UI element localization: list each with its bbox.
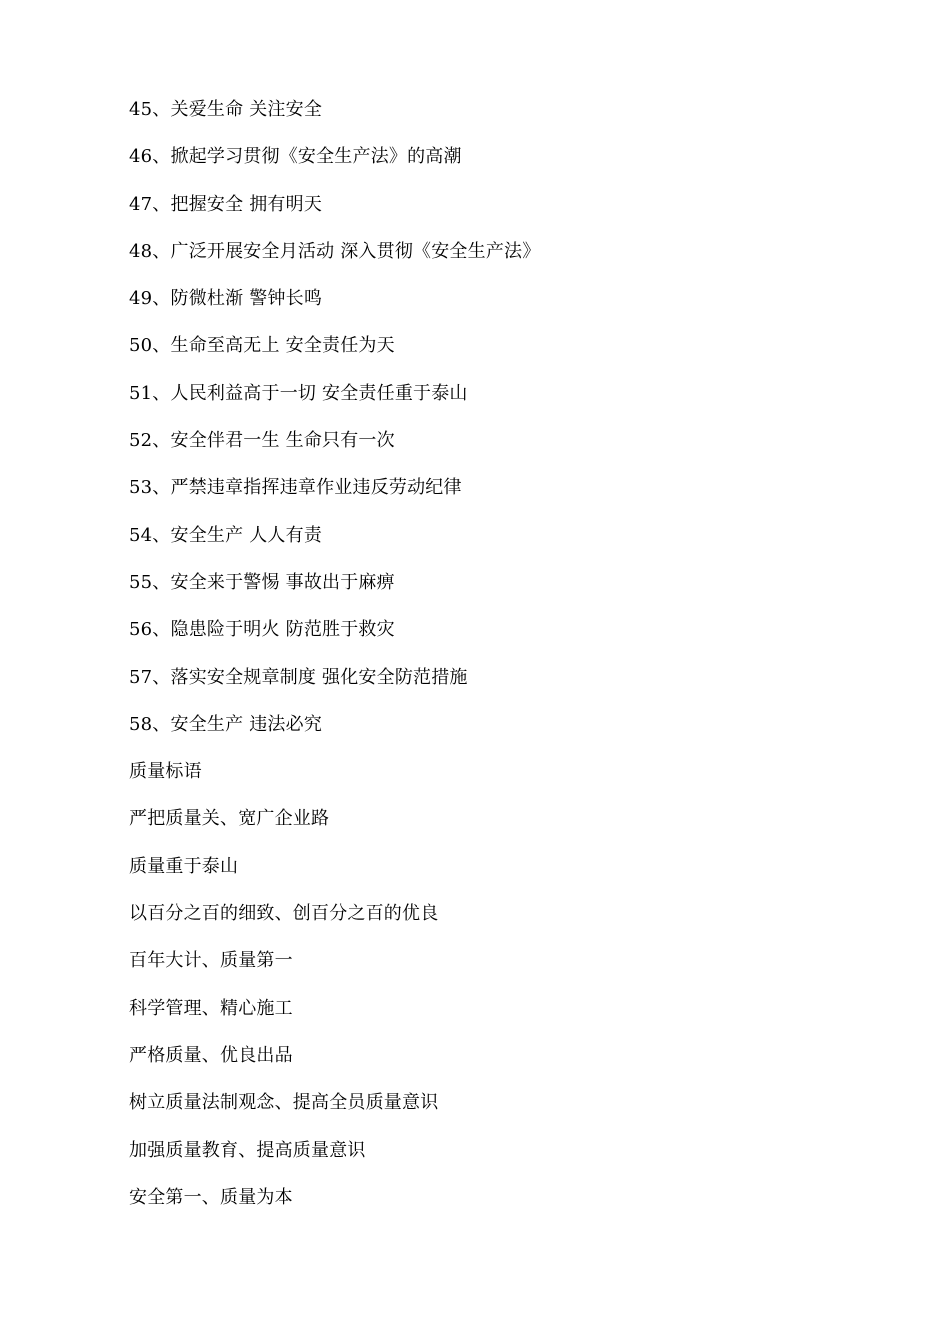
- slogan-line: 58、安全生产 违法必究: [129, 713, 323, 735]
- slogan-line: 树立质量法制观念、提高全员质量意识: [129, 1092, 439, 1114]
- slogan-line: 安全第一、质量为本: [129, 1186, 293, 1208]
- slogan-line: 48、广泛开展安全月活动 深入贯彻《安全生产法》: [129, 240, 541, 262]
- slogan-line: 46、掀起学习贯彻《安全生产法》的高潮: [129, 146, 462, 168]
- slogan-line: 51、人民利益高于一切 安全责任重于泰山: [129, 382, 468, 404]
- section-heading: 质量标语: [129, 761, 202, 783]
- slogan-line: 54、安全生产 人人有责: [129, 524, 323, 546]
- slogan-line: 53、严禁违章指挥违章作业违反劳动纪律: [129, 477, 462, 499]
- slogan-line: 质量重于泰山: [129, 855, 239, 877]
- slogan-line: 加强质量教育、提高质量意识: [129, 1139, 366, 1161]
- slogan-line: 57、落实安全规章制度 强化安全防范措施: [129, 666, 468, 688]
- slogan-line: 百年大计、质量第一: [129, 950, 293, 972]
- slogan-line: 严格质量、优良出品: [129, 1044, 293, 1066]
- slogan-line: 56、隐患险于明火 防范胜于救灾: [129, 619, 395, 641]
- slogan-line: 47、把握安全 拥有明天: [129, 193, 323, 215]
- slogan-line: 以百分之百的细致、创百分之百的优良: [129, 903, 439, 925]
- slogan-line: 52、安全伴君一生 生命只有一次: [129, 430, 395, 452]
- slogan-line: 科学管理、精心施工: [129, 997, 293, 1019]
- slogan-line: 55、安全来于警惕 事故出于麻痹: [129, 571, 395, 593]
- slogan-line: 49、防微杜渐 警钟长鸣: [129, 288, 323, 310]
- slogan-line: 严把质量关、宽广企业路: [129, 808, 330, 830]
- slogan-line: 50、生命至高无上 安全责任为天: [129, 335, 395, 357]
- slogan-list: [129, 97, 540, 1232]
- slogan-line: 45、关爱生命 关注安全: [129, 99, 323, 120]
